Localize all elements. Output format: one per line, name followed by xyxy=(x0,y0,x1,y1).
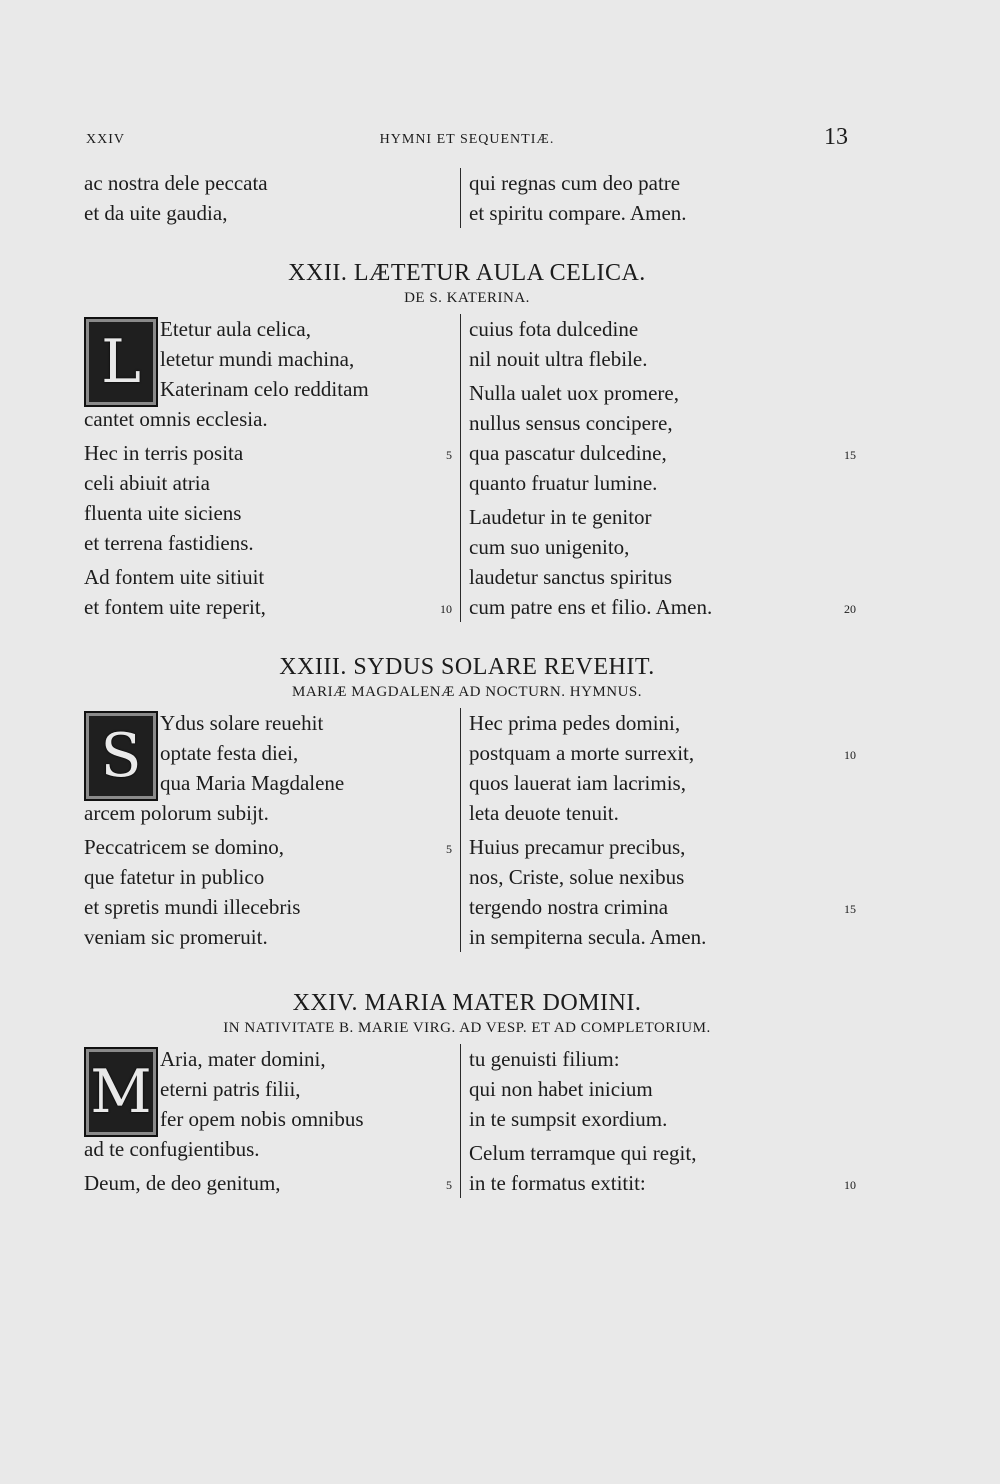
line-number: 5 xyxy=(446,1178,453,1192)
verse-line: quanto fruatur lumine. xyxy=(469,471,658,495)
continuation-block xyxy=(84,168,850,228)
verse-line: cum patre ens et filio. Amen. 20 xyxy=(469,592,850,622)
section-number: XXIV xyxy=(86,132,125,147)
verse-line: ac nostra dele peccata xyxy=(84,171,268,195)
continuation-right-column xyxy=(460,168,850,228)
verse-line: Huius precamur precibus, xyxy=(469,835,686,859)
verse-line: arcem polorum subijt. xyxy=(84,801,269,825)
line-number: 5 xyxy=(446,842,453,856)
hymn-xxiv xyxy=(84,988,856,1198)
hymn-title: XXIV. MARIA MATER DOMINI. xyxy=(292,990,642,1016)
verse-line: in sempiterna secula. Amen. xyxy=(469,925,707,949)
running-head xyxy=(86,124,848,154)
verse-line: nos, Criste, solue nexibus xyxy=(469,865,685,889)
verse-line: letetur mundi machina, xyxy=(160,347,355,371)
verse-line: qui regnas cum deo patre xyxy=(469,171,681,195)
verse-line: in te formatus extitit: 10 xyxy=(469,1168,850,1198)
verse-line: Nulla ualet uox promere, xyxy=(469,381,679,405)
verse-line: Ad fontem uite sitiuit xyxy=(84,565,265,589)
line-number: 15 xyxy=(844,902,856,916)
verse-line: celi abiuit atria xyxy=(84,471,210,495)
verse-line: que fatetur in publico xyxy=(84,865,265,889)
hymn-subtitle: IN NATIVITATE B. MARIE VIRG. AD VESP. ET AD COMPLETORIUM. xyxy=(223,1020,711,1036)
line-number: 20 xyxy=(844,602,856,616)
line-number: 10 xyxy=(844,1178,856,1192)
verse-line: postquam a morte surrexit, 10 xyxy=(469,738,850,768)
verse-line: et fontem uite reperit, 10 xyxy=(84,592,460,622)
hymn-title: XXII. LÆTETUR AULA CELICA. xyxy=(288,260,646,286)
verse-line: et spretis mundi illecebris xyxy=(84,895,301,919)
verse-line: cuius fota dulcedine xyxy=(469,317,639,341)
verse-line: veniam sic promeruit. xyxy=(84,925,268,949)
decorated-initial: M xyxy=(84,1047,158,1137)
decorated-initial: S xyxy=(84,711,158,801)
hymn-xxiii xyxy=(84,652,856,952)
verse-line: ad te confugientibus. xyxy=(84,1137,260,1161)
hymn-xxii xyxy=(84,258,856,622)
verse-line: Deum, de deo genitum, 5 xyxy=(84,1168,460,1198)
hymn-subtitle: DE S. KATERINA. xyxy=(404,290,530,306)
line-number: 10 xyxy=(440,602,453,616)
verse-line: qua pascatur dulcedine, 15 xyxy=(469,438,850,468)
verse-line: cantet omnis ecclesia. xyxy=(84,407,268,431)
hymn-title: XXIII. SYDUS SOLARE REVEHIT. xyxy=(279,654,655,680)
verse-line: Peccatricem se domino, 5 xyxy=(84,832,460,862)
continuation-left-column xyxy=(84,168,460,228)
hymn-subtitle: MARIÆ MAGDALENÆ AD NOCTURN. HYMNUS. xyxy=(291,684,643,700)
page-number: 13 xyxy=(824,124,848,150)
verse-line: fer opem nobis omnibus xyxy=(160,1107,364,1131)
hymn-left-column xyxy=(84,1044,460,1198)
hymn-left-column xyxy=(84,708,460,952)
verse-line: et terrena fastidiens. xyxy=(84,531,254,555)
verse-line: laudetur sanctus spiritus xyxy=(469,565,672,589)
hymn-right-column xyxy=(460,314,856,622)
verse-line: Etetur aula celica, xyxy=(160,317,311,341)
verse-line: quos lauerat iam lacrimis, xyxy=(469,771,686,795)
verse-line: et da uite gaudia, xyxy=(84,201,228,225)
line-number: 10 xyxy=(844,748,856,762)
decorated-initial: L xyxy=(84,317,158,407)
verse-line: eterni patris filii, xyxy=(160,1077,301,1101)
verse-line: leta deuote tenuit. xyxy=(469,801,619,825)
verse-line: nil nouit ultra flebile. xyxy=(469,347,648,371)
verse-line: qui non habet inicium xyxy=(469,1077,653,1101)
verse-line: Laudetur in te genitor xyxy=(469,505,652,529)
verse-line: Aria, mater domini, xyxy=(160,1047,326,1071)
verse-line: cum suo unigenito, xyxy=(469,535,630,559)
line-number: 5 xyxy=(446,448,453,462)
verse-line: et spiritu compare. Amen. xyxy=(469,201,687,225)
hymn-right-column xyxy=(460,708,856,952)
hymn-left-column xyxy=(84,314,460,622)
verse-line: Katerinam celo redditam xyxy=(160,377,369,401)
verse-line: tergendo nostra crimina 15 xyxy=(469,892,850,922)
line-number: 15 xyxy=(844,448,856,462)
verse-line: Hec in terris posita 5 xyxy=(84,438,460,468)
verse-line: nullus sensus concipere, xyxy=(469,411,673,435)
running-title: HYMNI ET SEQUENTIÆ. xyxy=(379,132,555,147)
verse-line: fluenta uite siciens xyxy=(84,501,242,525)
verse-line: optate festa diei, xyxy=(160,741,299,765)
verse-line: tu genuisti filium: xyxy=(469,1047,620,1071)
verse-line: in te sumpsit exordium. xyxy=(469,1107,668,1131)
verse-line: Ydus solare reuehit xyxy=(160,711,324,735)
hymn-right-column xyxy=(460,1044,856,1198)
verse-line: Celum terramque qui regit, xyxy=(469,1141,697,1165)
verse-line: Hec prima pedes domini, xyxy=(469,711,681,735)
verse-line: qua Maria Magdalene xyxy=(160,771,345,795)
